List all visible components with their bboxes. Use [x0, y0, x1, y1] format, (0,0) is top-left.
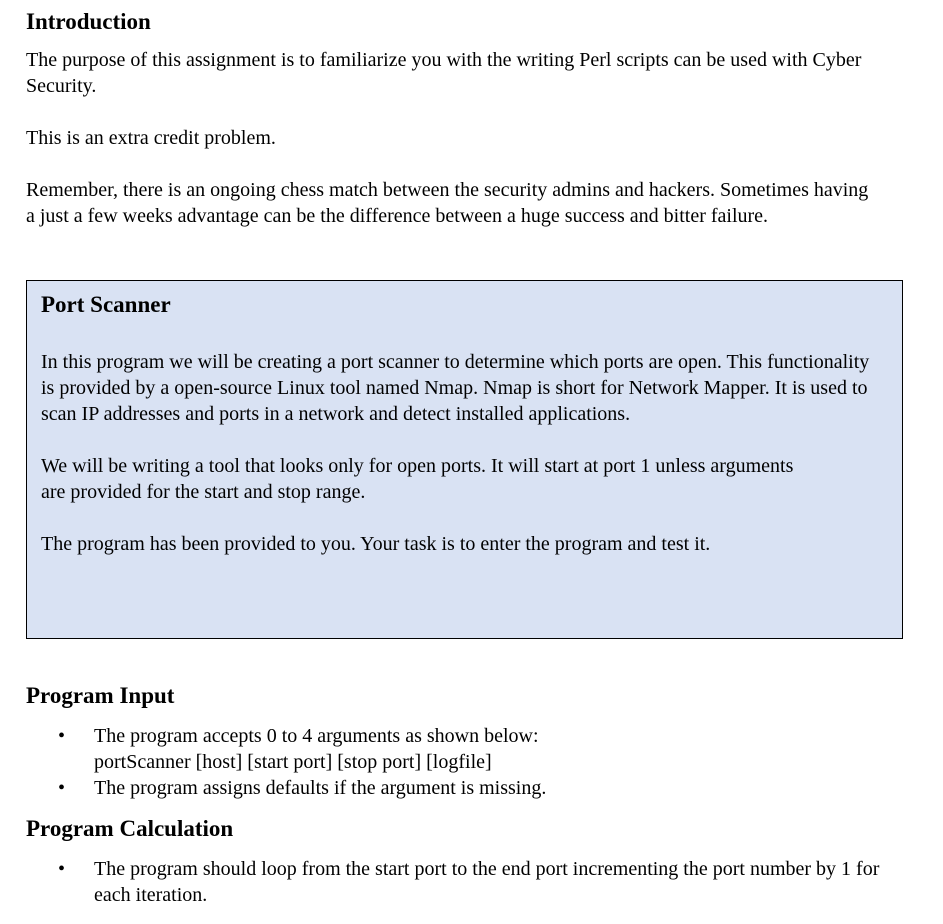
port-scanner-paragraph: The program has been provided to you. Your task is to enter the program and test it.: [41, 533, 711, 555]
port-scanner-paragraph: In this program we will be creating a port scanner to determine which ports are open. This functionality is provided by a open-source Linux tool named Nmap. Nmap is short for Network Mapper. It is used to scan IP addresses and ports in a network and detect installed applications.: [41, 351, 870, 425]
introduction-paragraph: Remember, there is an ongoing chess match between the security admins and hackers. Sometimes having a just a few weeks advantage can be the difference between a huge success and bitter failure.: [26, 179, 869, 227]
bullet-icon: •: [58, 777, 66, 799]
list-item-text: The program assigns defaults if the argument is missing.: [94, 777, 547, 799]
list-item-text: The program should loop from the start port to the end port incrementing the port number by 1 for each iteration.: [94, 858, 880, 906]
program-input-list: [26, 723, 911, 801]
bullet-icon: •: [58, 725, 66, 747]
list-item-text: The program accepts 0 to 4 arguments as shown below:: [94, 725, 539, 747]
program-calculation-section: [26, 815, 911, 908]
program-input-heading: Program Input: [26, 683, 175, 708]
program-input-section: [26, 682, 911, 801]
list-item: [26, 856, 909, 908]
document-page: [26, 8, 911, 229]
list-item: [26, 723, 911, 775]
port-scanner-box: [26, 280, 903, 639]
program-calculation-heading: Program Calculation: [26, 816, 234, 841]
port-scanner-paragraph: We will be writing a tool that looks only for open ports. It will start at port 1 unless arguments are provided for the start and stop range.: [41, 455, 794, 503]
port-scanner-heading: Port Scanner: [41, 292, 171, 317]
list-item-text: portScanner [host] [start port] [stop port] [logfile]: [94, 751, 492, 773]
introduction-paragraph: This is an extra credit problem.: [26, 127, 276, 149]
introduction-paragraph: The purpose of this assignment is to familiarize you with the writing Perl scripts can be used with Cyber Security.: [26, 49, 862, 97]
bullet-icon: •: [58, 858, 66, 880]
list-item: [26, 775, 911, 801]
introduction-heading: Introduction: [26, 9, 151, 34]
program-calculation-list: [26, 856, 911, 908]
